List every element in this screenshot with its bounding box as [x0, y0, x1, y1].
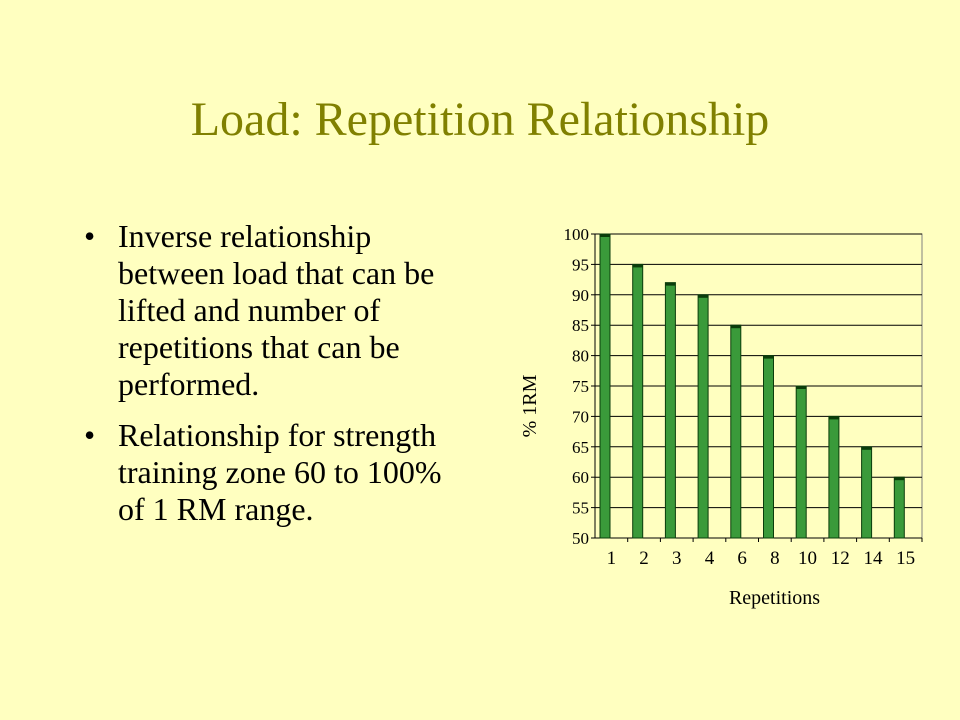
x-tick-label: 15	[896, 548, 916, 569]
bar	[862, 447, 872, 538]
bullet-list	[84, 218, 464, 542]
y-tick-label: 60	[572, 468, 589, 488]
bar-cap	[731, 325, 741, 328]
bar	[600, 234, 610, 538]
y-tick-label: 80	[572, 346, 589, 366]
x-axis-title: Repetitions	[728, 587, 821, 609]
x-tick-label: 14	[863, 548, 883, 569]
bullet-text: Inverse relationship between load that can be lifted and number of repetitions that can be performed.	[118, 218, 435, 402]
bar	[894, 477, 904, 538]
x-tick-label: 4	[704, 548, 715, 569]
bar-chart	[480, 218, 940, 618]
x-tick-label: 12	[830, 548, 850, 569]
bullet-item	[84, 218, 464, 403]
bullet-item	[84, 417, 464, 528]
x-tick-label: 6	[737, 548, 747, 569]
bar-cap	[764, 356, 774, 359]
x-tick-label: 8	[770, 548, 780, 569]
x-tick-label: 3	[672, 548, 682, 569]
y-tick-label: 100	[563, 225, 589, 244]
bar	[633, 264, 643, 538]
bar	[764, 356, 774, 538]
bar-cap	[698, 295, 708, 298]
x-tick-label: 1	[606, 548, 617, 569]
y-tick-label: 65	[572, 437, 589, 457]
y-tick-label: 70	[572, 407, 589, 427]
bar-cap	[829, 416, 839, 419]
x-tick-label: 2	[639, 548, 649, 569]
y-tick-label: 85	[572, 316, 589, 336]
bar	[698, 295, 708, 538]
y-tick-label: 75	[572, 377, 589, 396]
bullet-dot-icon: •	[84, 218, 96, 254]
bullet-dot-icon: •	[84, 417, 96, 453]
bullet-text: Relationship for strength training zone 60 to 100% of 1 RM range.	[118, 417, 442, 527]
bar-cap	[796, 386, 806, 389]
y-tick-label: 95	[572, 255, 589, 275]
bar	[796, 386, 806, 538]
bar	[665, 283, 675, 538]
y-tick-label: 90	[572, 285, 589, 305]
bar-cap	[600, 234, 610, 237]
slide-title: Load: Repetition Relationship	[190, 93, 770, 146]
bar	[731, 325, 741, 538]
bar-cap	[633, 264, 643, 267]
y-axis-title: % 1RM	[519, 374, 541, 438]
x-tick-label: 10	[798, 548, 818, 569]
y-tick-label: 50	[572, 529, 589, 548]
bar-cap	[862, 447, 872, 450]
bar	[829, 416, 839, 538]
bar-cap	[665, 283, 675, 286]
bar-cap	[894, 477, 904, 480]
y-tick-label: 55	[572, 498, 589, 518]
